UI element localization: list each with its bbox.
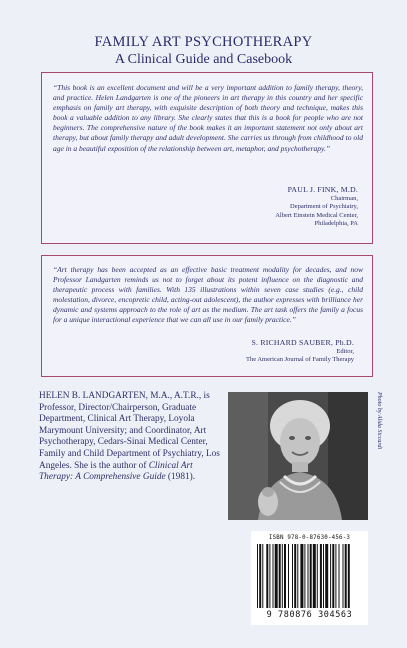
- review-quote-box-1: [41, 72, 373, 244]
- book-subtitle: A Clinical Guide and Casebook: [114, 52, 293, 67]
- barcode-number: 9 780876 304563: [266, 610, 353, 620]
- author-bio: [39, 391, 221, 484]
- review-quote-text: “This book is an excellent document and will be a very important addition to family therapy, theory, and practice. Helen Landgarten is one of the pioneers in art therapy in this country and her specific emphasis on family art therapy, with exquisite description of both theory and technique, makes this book a valuable addition to any library. She clearly states that this is a book for people who are not beginners. The comprehensive nature of the book makes it an important statement not only about art therapy, but about family therapy and adult development. She carries us through from childhood to old age in a beautiful exposition of the relationship between art, metaphor, and psychotherapy.”: [53, 83, 363, 153]
- author-bio-year: (1981).: [165, 472, 196, 483]
- photo-credit: Photo by Alida Siccardi: [376, 392, 382, 450]
- barcode-bars: [257, 544, 362, 608]
- author-bio-text: HELEN B. LANDGARTEN, M.A., A.T.R., is Professor, Director/Chairperson, Graduate Department, Clinical Art Therapy, Loyola Marymount University; and Coordinator, Art Psychotherapy, Cedars-Sinai Medical Center, Family and Child Department of Psychiatry, Los Angeles. She is the author of: [39, 391, 220, 471]
- reviewer-title: Editor,: [336, 347, 354, 355]
- book-title: FAMILY ART PSYCHOTHERAPY: [94, 34, 313, 50]
- author-photo: [228, 392, 368, 520]
- barcode: [251, 531, 368, 625]
- review-quote-box-2: [41, 255, 373, 377]
- reviewer-institution: Albert Einstein Medical Center,: [275, 211, 358, 219]
- review-attribution: [246, 339, 354, 365]
- isbn-label: ISBN 978-0-87630-456-3: [268, 535, 351, 541]
- reviewer-location: Philadelphia, PA: [314, 220, 358, 228]
- author-previous-book: Clinical Art Therapy: A Comprehensive Guide: [39, 460, 193, 483]
- reviewer-department: Department of Psychiatry,: [290, 203, 358, 211]
- reviewer-publication: The American Journal of Family Therapy: [245, 356, 354, 364]
- reviewer-name: PAUL J. FINK, M.D.: [287, 185, 358, 194]
- review-attribution: [275, 186, 358, 229]
- review-quote-text: “Art therapy has been accepted as an effective basic treatment modality for decades, and now Professor Landgarten reminds us not to forget about its potent influence on the diagnostic and therapeutic process with families. With 135 illustrations within seven case studies (e.g., child molestation, divorce, encopretic child, acting-out adolescent), the author expresses with brilliance her dynamic and systems approach to the role of art as the medium. The art task offers the family a focus for a unique interactional experience that we can all use in our family practice.”: [53, 265, 363, 325]
- reviewer-name: S. RICHARD SAUBER, Ph.D.: [251, 338, 354, 347]
- reviewer-title: Chairman,: [330, 194, 358, 202]
